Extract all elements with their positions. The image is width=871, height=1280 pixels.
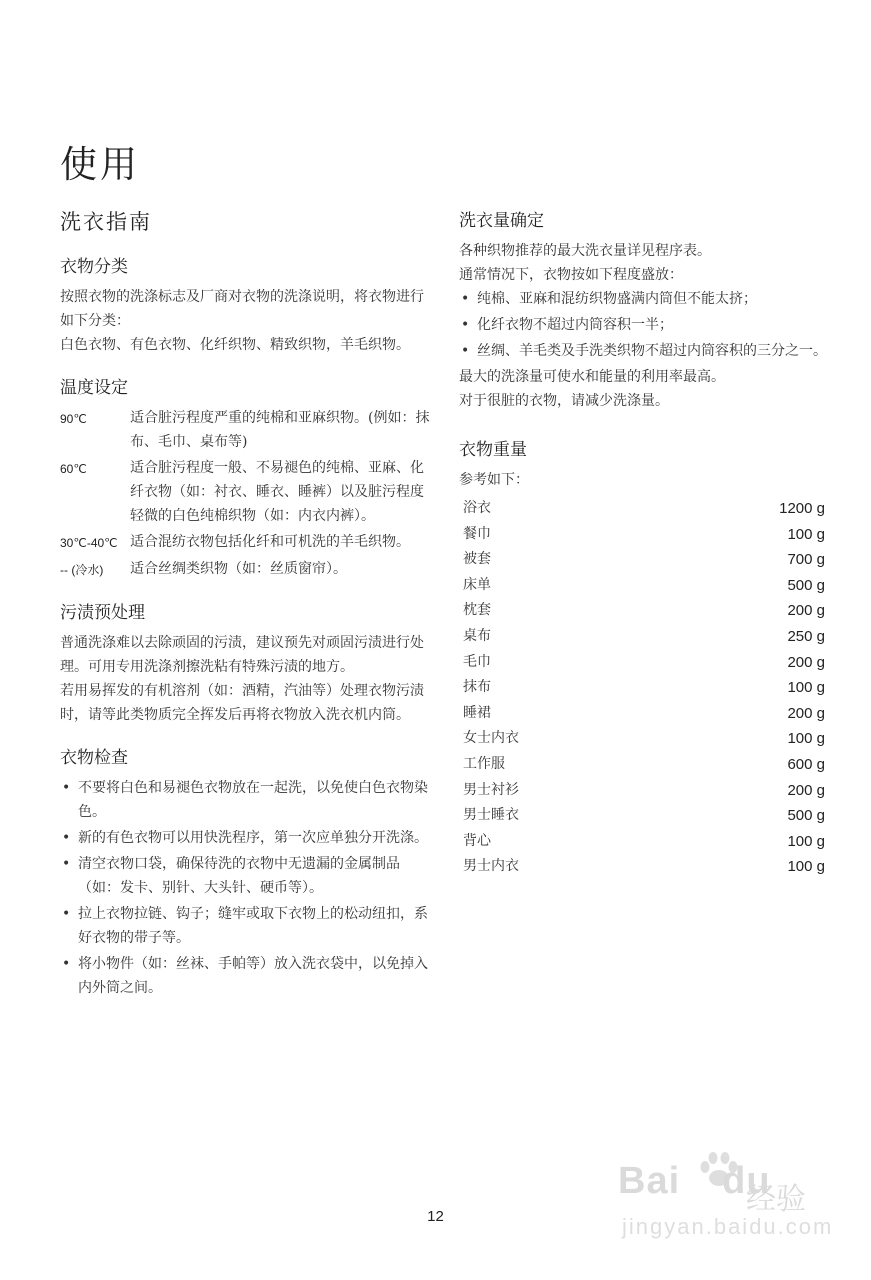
list-item [60, 952, 432, 1000]
item-name: 男士睡衣 [463, 807, 519, 824]
list-item [459, 339, 829, 363]
heading-sorting: 衣物分类 [60, 257, 128, 277]
table-row [459, 522, 829, 548]
item-name: 女士内衣 [463, 730, 519, 747]
table-row [459, 829, 829, 855]
temp-label: -- (冷水) [60, 563, 104, 577]
table-row [459, 675, 829, 701]
item-name: 睡裙 [463, 704, 491, 721]
item-name: 抹布 [463, 679, 491, 696]
item-name: 毛巾 [463, 653, 491, 670]
temp-row [60, 456, 432, 528]
item-name: 男士内衣 [463, 858, 519, 875]
heading-clothes-check: 衣物检查 [60, 748, 128, 768]
table-row [459, 778, 829, 804]
table-row [459, 598, 829, 624]
list-item [459, 313, 829, 337]
baidu-jingyan-watermark [618, 1150, 858, 1250]
table-row [459, 573, 829, 599]
temp-text: 适合丝绸类织物（如：丝质窗帘）。 [130, 561, 347, 577]
page-number: 12 [427, 1208, 444, 1225]
heading-clothes-weight: 衣物重量 [459, 440, 527, 460]
bullet-icon: • [62, 830, 71, 846]
right-column [459, 206, 829, 880]
table-row [459, 650, 829, 676]
item-weight: 250 g [787, 627, 825, 645]
item-weight: 600 g [787, 755, 825, 773]
table-row [459, 701, 829, 727]
sorting-categories: 白色衣物、有色衣物、化纤织物、精致织物，羊毛织物。 [60, 337, 410, 353]
stains-paragraph: 普通洗涤难以去除顽固的污渍，建议预先对顽固污渍进行处理。可用专用洗涤剂擦洗粘有特殊污渍的地方。 [60, 635, 424, 675]
item-name: 背心 [463, 832, 491, 849]
list-item [60, 852, 432, 900]
table-row [459, 496, 829, 522]
left-column [60, 206, 432, 1002]
list-item-text: 清空衣物口袋，确保待洗的衣物中无遗漏的金属制品（如：发卡、别针、大头针、硬币等）。 [78, 856, 400, 896]
item-weight: 1200 g [779, 500, 825, 517]
item-name: 被套 [463, 551, 491, 568]
list-item-text: 将小物件（如：丝袜、手帕等）放入洗衣袋中，以免掉入内外筒之间。 [78, 956, 428, 996]
weights-intro: 参考如下： [459, 472, 529, 488]
item-weight: 100 g [787, 858, 825, 876]
item-name: 餐巾 [463, 525, 491, 542]
watermark-url: jingyan.baidu.com [622, 1214, 834, 1239]
list-item-text: 丝绸、羊毛类及手洗类织物不超过内筒容积的三分之一。 [477, 343, 827, 359]
temp-text: 适合脏污程度一般、不易褪色的纯棉、亚麻、化纤衣物（如：衬衣、睡衣、睡裤）以及脏污程度轻微的白色纯棉织物（如：内衣内裤）。 [130, 460, 424, 524]
list-item-text: 化纤衣物不超过内筒容积一半； [477, 317, 673, 333]
weights-table [459, 496, 829, 880]
temp-text: 适合脏污程度严重的纯棉和亚麻织物。(例如：抹布、毛巾、桌布等) [130, 410, 430, 450]
bullet-icon: • [62, 956, 71, 972]
item-weight: 500 g [787, 807, 825, 825]
item-name: 桌布 [463, 627, 491, 644]
bullet-icon: • [461, 291, 470, 307]
list-item-text: 不要将白色和易褪色衣物放在一起洗，以免使白色衣物染色。 [78, 780, 428, 820]
bullet-icon: • [62, 856, 71, 872]
list-item [459, 287, 829, 311]
item-weight: 500 g [787, 576, 825, 594]
bullet-icon: • [461, 343, 470, 359]
load-list [459, 287, 829, 363]
load-paragraph: 各种织物推荐的最大洗衣量详见程序表。 [459, 243, 711, 259]
load-paragraph: 通常情况下，衣物按如下程度盛放： [459, 267, 683, 283]
temp-row [60, 530, 432, 555]
page-title: 使用 [60, 143, 140, 186]
item-name: 男士衬衫 [463, 781, 519, 798]
item-weight: 100 g [787, 679, 825, 697]
list-item-text: 纯棉、亚麻和混纺织物盛满内筒但不能太挤； [477, 291, 757, 307]
section-title-laundry-guide: 洗衣指南 [60, 210, 152, 234]
check-list [60, 776, 432, 1000]
list-item-text: 新的有色衣物可以用快洗程序，第一次应单独分开洗涤。 [78, 830, 428, 846]
item-name: 浴衣 [463, 500, 491, 516]
table-row [459, 803, 829, 829]
list-item-text: 拉上衣物拉链、钩子；缝牢或取下衣物上的松动纽扣，系好衣物的带子等。 [78, 906, 428, 946]
table-row [459, 752, 829, 778]
bullet-icon: • [461, 317, 470, 333]
watermark-logo: Bai du [618, 1160, 771, 1202]
stains-paragraph: 若用易挥发的有机溶剂（如：酒精，汽油等）处理衣物污渍时，请等此类物质完全挥发后再将衣物放入洗衣机内筒。 [60, 683, 424, 723]
sorting-paragraph: 按照衣物的洗涤标志及厂商对衣物的洗涤说明，将衣物进行如下分类： [60, 289, 424, 329]
list-item [60, 902, 432, 950]
list-item [60, 826, 432, 850]
item-weight: 100 g [787, 832, 825, 850]
table-row [459, 854, 829, 880]
item-name: 工作服 [463, 755, 505, 772]
item-name: 枕套 [463, 602, 491, 619]
heading-load-amount: 洗衣量确定 [459, 211, 544, 231]
item-weight: 100 g [787, 730, 825, 748]
load-paragraph: 最大的洗涤量可使水和能量的利用率最高。 [459, 369, 725, 385]
bullet-icon: • [62, 780, 71, 796]
item-weight: 200 g [787, 653, 825, 671]
item-weight: 200 g [787, 602, 825, 620]
temp-label: 90℃ [60, 412, 87, 426]
table-row [459, 726, 829, 752]
heading-temperature: 温度设定 [60, 378, 128, 398]
table-row [459, 624, 829, 650]
temp-text: 适合混纺衣物包括化纤和可机洗的羊毛织物。 [130, 534, 410, 550]
load-paragraph: 对于很脏的衣物，请减少洗涤量。 [459, 393, 669, 409]
heading-stain-pretreatment: 污渍预处理 [60, 603, 145, 623]
item-weight: 700 g [787, 551, 825, 569]
temp-row [60, 406, 432, 454]
temp-row [60, 557, 432, 582]
item-weight: 200 g [787, 781, 825, 799]
item-weight: 200 g [787, 704, 825, 722]
list-item [60, 776, 432, 824]
temp-label: 30℃-40℃ [60, 536, 118, 550]
bullet-icon: • [62, 906, 71, 922]
temp-label: 60℃ [60, 462, 87, 476]
watermark-jingyan: 经验 [746, 1182, 806, 1217]
item-name: 床单 [463, 576, 491, 593]
table-row [459, 547, 829, 573]
item-weight: 100 g [787, 525, 825, 543]
